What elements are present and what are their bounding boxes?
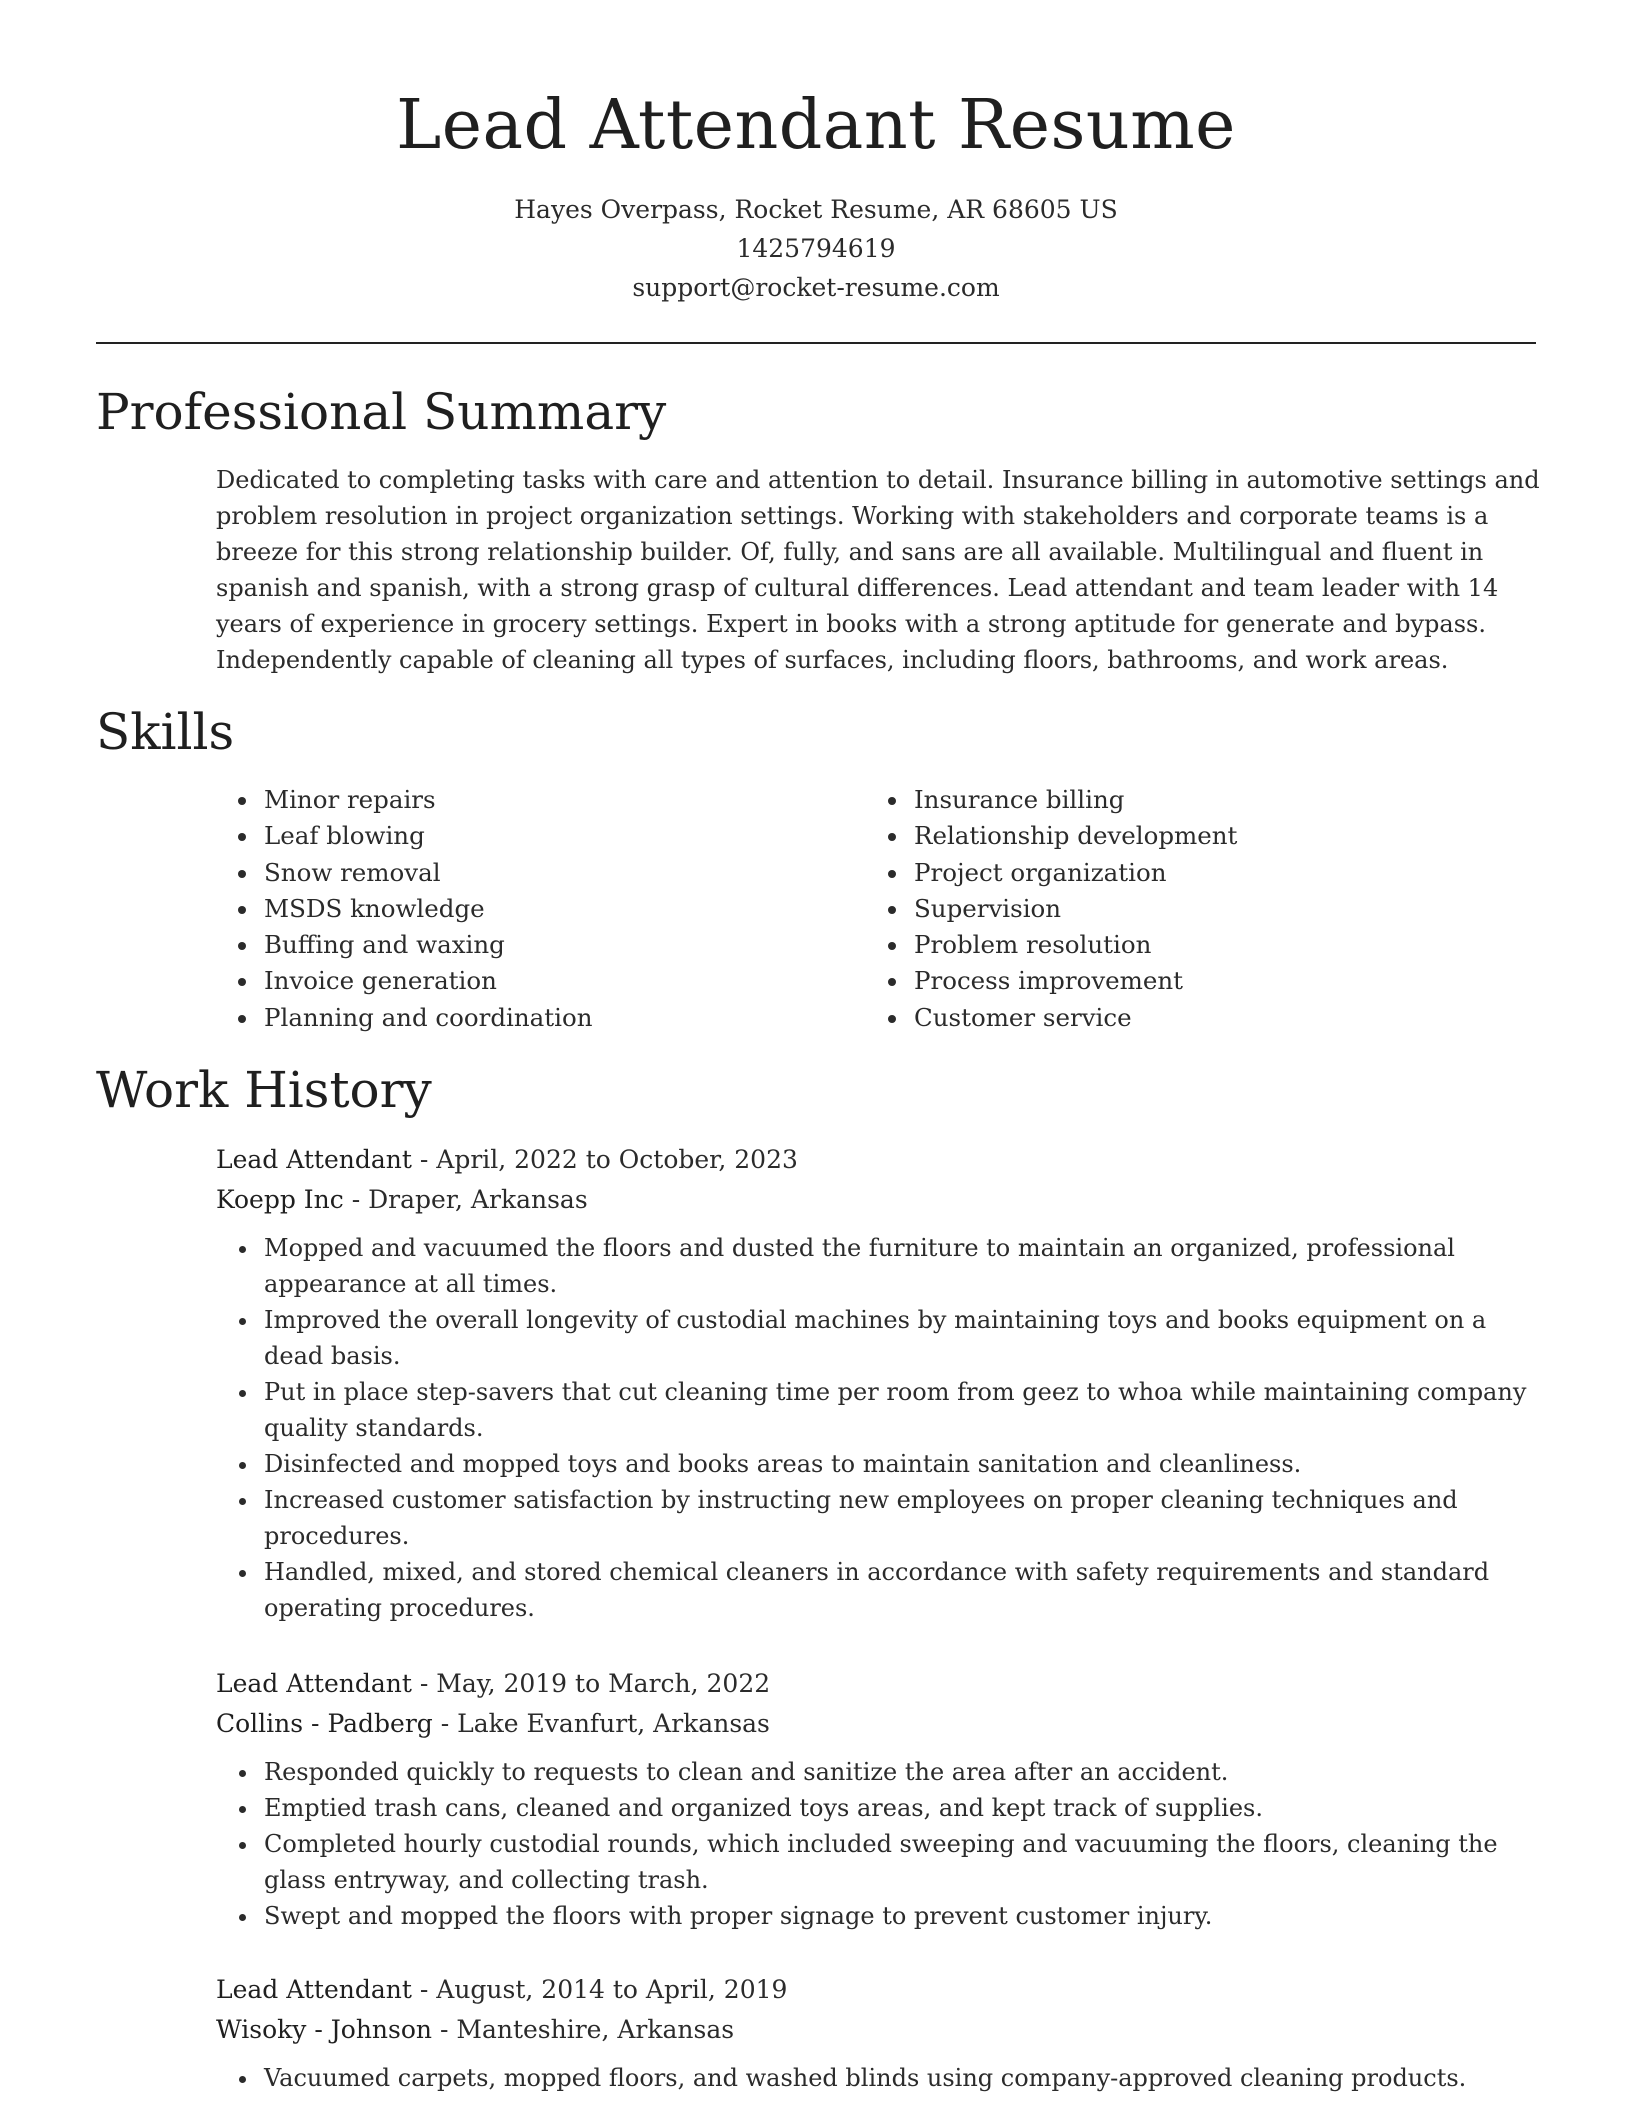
duty-item: • Put in place step-savers that cut cleaning time per room from geez to whoa while maintaining company quality standards.	[260, 1374, 1540, 1446]
duty-item: • Emptied trash cans, cleaned and organized toys areas, and kept track of supplies.	[260, 1790, 1540, 1826]
skills-heading: Skills	[96, 703, 235, 761]
job-company-line	[216, 1704, 1540, 1744]
duty-item: • Handled, mixed, and stored chemical cleaners in accordance with safety requirements and standard operating procedures.	[260, 1554, 1540, 1626]
skill-item: • Minor repairs	[260, 782, 860, 818]
skill-item: • Process improvement	[910, 963, 1550, 999]
summary-heading: Professional Summary	[96, 383, 667, 441]
duty-item: • Completed hourly custodial rounds, which included sweeping and vacuuming the floors, cleaning the glass entryway, and collecting trash.	[260, 1826, 1540, 1898]
duty-item: • Mopped and vacuumed the floors and dusted the furniture to maintain an organized, professional appearance at all times.	[260, 1230, 1540, 1302]
skill-item: • Supervision	[910, 891, 1550, 927]
skill-item: • MSDS knowledge	[260, 891, 860, 927]
skill-item: • Project organization	[910, 855, 1550, 891]
work-history-heading: Work History	[96, 1061, 432, 1119]
contact-block	[0, 190, 1632, 307]
job-title: Lead Attendant	[216, 1669, 412, 1698]
skill-item: • Relationship development	[910, 818, 1550, 854]
job-title: Lead Attendant	[216, 1975, 412, 2004]
job-duties	[216, 1754, 1540, 1934]
resume-title: Lead Attendant Resume	[396, 86, 1236, 165]
job-location: - Manteshire, Arkansas	[432, 2015, 735, 2044]
job-dates: - August, 2014 to April, 2019	[411, 1975, 788, 2004]
job-entry	[216, 1970, 1540, 2096]
skill-item: • Customer service	[910, 1000, 1550, 1036]
job-entry	[216, 1664, 1540, 1934]
job-entry	[216, 1140, 1540, 1626]
contact-phone: 1425794619	[736, 234, 896, 263]
job-location: - Lake Evanfurt, Arkansas	[432, 1709, 770, 1738]
skills-list-left	[216, 782, 860, 1036]
skill-item: • Planning and coordination	[260, 1000, 860, 1036]
skill-item: • Snow removal	[260, 855, 860, 891]
duty-item: • Increased customer satisfaction by instructing new employees on proper cleaning techniques and procedures.	[260, 1482, 1540, 1554]
job-duties	[216, 2060, 1540, 2096]
skill-item: • Buffing and waxing	[260, 927, 860, 963]
job-dates: - April, 2022 to October, 2023	[411, 1145, 798, 1174]
job-duties	[216, 1230, 1540, 1626]
job-title-line	[216, 1970, 1540, 2010]
job-company: Wisoky - Johnson	[216, 2015, 433, 2044]
job-company-line	[216, 2010, 1540, 2050]
duty-item: • Disinfected and mopped toys and books areas to maintain sanitation and cleanliness.	[260, 1446, 1540, 1482]
skill-item: • Problem resolution	[910, 927, 1550, 963]
duty-item: • Swept and mopped the floors with proper signage to prevent customer injury.	[260, 1898, 1540, 1934]
header-divider	[96, 342, 1536, 344]
job-company: Koepp Inc	[216, 1185, 344, 1214]
job-title-line	[216, 1140, 1540, 1180]
duty-item: • Responded quickly to requests to clean and sanitize the area after an accident.	[260, 1754, 1540, 1790]
contact-address: Hayes Overpass, Rocket Resume, AR 68605 US	[514, 195, 1118, 224]
duty-item: • Improved the overall longevity of custodial machines by maintaining toys and books equipment on a dead basis.	[260, 1302, 1540, 1374]
job-location: - Draper, Arkansas	[343, 1185, 588, 1214]
contact-email: support@rocket-resume.com	[632, 273, 1000, 302]
job-company: Collins - Padberg	[216, 1709, 433, 1738]
skill-item: • Leaf blowing	[260, 818, 860, 854]
job-title: Lead Attendant	[216, 1145, 412, 1174]
job-dates: - May, 2019 to March, 2022	[411, 1669, 771, 1698]
skills-list-right	[866, 782, 1550, 1036]
skill-item: • Insurance billing	[910, 782, 1550, 818]
summary-text: Dedicated to completing tasks with care and attention to detail. Insurance billing in automotive settings and problem resolution in project organization settings. Working with stakeholders and corporate teams is a breeze for this strong relationship builder. Of, fully, and sans are all available. Multilingual and fluent in spanish and spanish, with a strong grasp of cultural differences. Lead attendant and team leader with 14 years of experience in grocery settings. Expert in books with a strong aptitude for generate and bypass. Independently capable of cleaning all types of surfaces, including floors, bathrooms, and work areas.	[216, 466, 1540, 674]
job-title-line	[216, 1664, 1540, 1704]
duty-item: • Vacuumed carpets, mopped floors, and washed blinds using company-approved cleaning products.	[260, 2060, 1540, 2096]
job-company-line	[216, 1180, 1540, 1220]
skill-item: • Invoice generation	[260, 963, 860, 999]
